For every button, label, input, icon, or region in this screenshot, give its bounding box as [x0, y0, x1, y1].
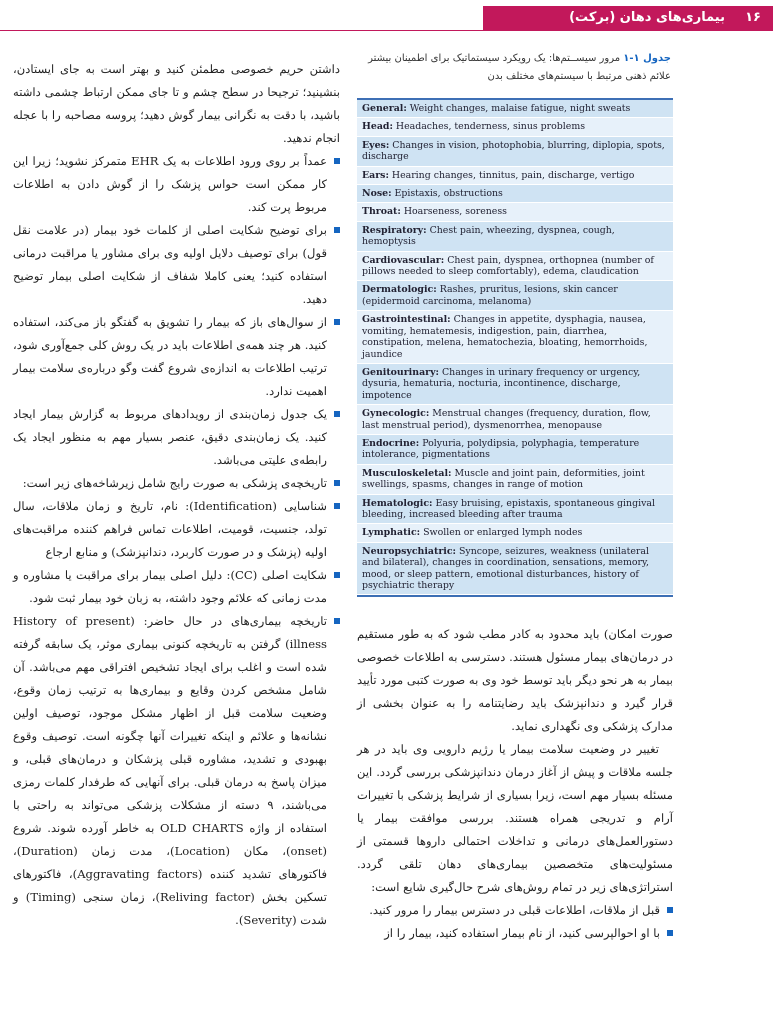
- bullet-text: عمداً بر روی ورود اطلاعات به یک EHR متمرکز نشوید؛ زیرا این کار ممکن است حواس پزشک را از گوش دادن به اطلاعات مربوط پرت کند.: [13, 154, 327, 214]
- system-symptoms: Chest pain, wheezing, dyspnea, cough, hemoptysis: [362, 224, 615, 248]
- bullet-item: [13, 219, 340, 311]
- system-symptoms: Rashes, pruritus, lesions, skin cancer (epidermoid carcinoma, melanoma): [362, 284, 618, 307]
- review-of-systems-table: [357, 98, 673, 597]
- bullet-square-icon: [667, 907, 673, 913]
- system-symptoms: Polyuria, polydipsia, polyphagia, temperature intolerance, pigmentations: [362, 437, 640, 461]
- table-row: [357, 185, 673, 203]
- system-name: Throat:: [362, 206, 401, 218]
- bullet-square-icon: [334, 572, 340, 578]
- bullet-square-icon: [334, 411, 340, 417]
- system-symptoms: Swollen or enlarged lymph nodes: [423, 527, 583, 539]
- table-row: [357, 543, 673, 596]
- system-symptoms: Weight changes, malaise fatigue, night sweats: [409, 103, 631, 114]
- bullet-text: برای توضیح شکایت اصلی از کلمات خود بیمار (در علامت نقل قول) برای توصیف دلایل اولیه وی برای مشاور یا مراقبت درمانی استفاده کنید؛ یعنی کاملا شفاف از شکایت اصلی بیمار توضیح دهید.: [13, 223, 327, 306]
- table-row: [357, 495, 673, 525]
- system-name: Respiratory:: [362, 224, 427, 236]
- bullet-item: [13, 150, 340, 219]
- bullet-item: [13, 472, 340, 495]
- table-row: [357, 405, 673, 435]
- system-name: Musculoskeletal:: [362, 467, 452, 479]
- system-symptoms: Easy bruising, epistaxis, spontaneous gingival bleeding, increased bleeding after trauma: [362, 497, 655, 520]
- system-symptoms: Syncope, seizures, weakness (unilateral and bilateral), changes in coordination, sensations, memory, mood, or sleep pattern, emotional disturbances, history of psychiatric therapy: [362, 545, 650, 591]
- right-column-body: [357, 623, 673, 945]
- bullet-item: [357, 922, 673, 945]
- left-column: [13, 58, 340, 932]
- bullet-square-icon: [334, 503, 340, 509]
- system-name: Cardiovascular:: [362, 254, 445, 266]
- running-title: بیماری‌های دهان (برکت): [569, 10, 725, 25]
- paragraph: داشتن حریم خصوصی مطمئن کنید و بهتر است به جای ایستادن، بنشینید؛ ترجیحا در سطح چشم و تا جای ممکن ارتباط چشمی داشته باشید، با دقت به نگرانی بیمار گوش دهید؛ پروسه مصاحبه را با عجله انجام ندهید.: [13, 62, 340, 145]
- system-name: Gynecologic:: [362, 408, 430, 420]
- bullet-item: [13, 610, 340, 932]
- system-name: Neuropsychiatric:: [362, 545, 456, 557]
- system-symptoms: Muscle and joint pain, deformities, joint swellings, spasms, changes in range of motion: [362, 467, 645, 491]
- right-column: [357, 50, 673, 945]
- bullet-square-icon: [334, 227, 340, 233]
- table-row: [357, 100, 673, 118]
- table-row: [357, 524, 673, 542]
- system-symptoms: Hearing changes, tinnitus, pain, discharge, vertigo: [391, 169, 635, 181]
- bullet-text: از سوال‌های باز که بیمار را تشویق به گفتگو باز می‌کند، استفاده کنید. هر چند همه‌ی اطلاعات باید در یک روش کلی جمع‌آوری شود، ترتیب اطلاعات به اندازه‌ی شروع گفت وگو درباره‌ی سلامت بیمار اهمیت ندارد.: [13, 315, 327, 398]
- system-name: Eyes:: [362, 139, 390, 151]
- table-caption-line2: علائم ذهنی مرتبط با سیستم‌های مختلف بدن: [487, 71, 671, 82]
- bullet-item: [13, 495, 340, 564]
- table-row: [357, 118, 673, 136]
- bullet-text: یک جدول زمان‌بندی از رویدادهای مربوط به گزارش بیمار ایجاد کنید. یک زمان‌بندی دقیق، عنصر بسیار مهم به منظور ایجاد یک رابطه‌ی علیتی می‌باشد.: [13, 407, 327, 467]
- bullet-item: [13, 311, 340, 403]
- table-row: [357, 435, 673, 465]
- table-row: [357, 203, 673, 221]
- system-name: Genitourinary:: [362, 366, 439, 378]
- system-name: General:: [362, 103, 407, 114]
- table-row: [357, 222, 673, 252]
- bullet-item: [357, 899, 673, 922]
- table-row: [357, 281, 673, 311]
- paragraph: صورت امکان) باید محدود به کادر مطب شود که به طور مستقیم در درمان‌های بیمار مسئول هستند. دسترسی به اطلاعات خصوصی بیمار به هر نحو دیگر باید توسط خود وی به صورت کتبی مورد تأیید قرار گیرد و دندانپزشک باید رضایتنامه را به عنوان بخشی از مدارک پزشکی وی نگهداری نماید.: [357, 627, 673, 734]
- table-row: [357, 311, 673, 364]
- system-symptoms: Headaches, tenderness, sinus problems: [395, 121, 586, 133]
- table-row: [357, 364, 673, 405]
- page-number: ۱۶: [745, 10, 761, 25]
- bullet-square-icon: [334, 158, 340, 164]
- bullet-text: با او احوالپرسی کنید، از نام بیمار استفاده کنید، بیمار را از: [384, 926, 660, 941]
- system-symptoms: Changes in urinary frequency or urgency, dysuria, hematuria, nocturia, incontinence, discharge, impotence: [362, 366, 641, 401]
- system-name: Ears:: [362, 169, 389, 181]
- system-name: Lymphatic:: [362, 527, 421, 539]
- paragraph: تغییر در وضعیت سلامت بیمار یا رژیم دارویی وی باید در هر جلسه ملاقات و پیش از آغاز درمان دندانپزشکی بررسی گردد. این مسئله بسیار مهم است، زیرا بسیاری از شرایط پزشکی با تغییرات آرام و تدریجی همراه هستند. بررسی موافقت بیمار یا دستورالعمل‌های درمانی و تداخلات احتمالی داروها قسمتی از مسئولیت‌های متخصصین بیماری‌های دهان تلقی گردد. استراتژی‌های زیر در تمام روش‌های شرح حال‌گیری شایع است:: [357, 742, 673, 895]
- table-caption-line1: مرور سیســتم‌ها: یک رویکرد سیستماتیک برای اطمینان بیشتر: [368, 53, 621, 64]
- bullet-square-icon: [334, 480, 340, 486]
- system-symptoms: Changes in appetite, dysphagia, nausea, vomiting, hematemesis, indigestion, pain, diarrhea, constipation, melena, hematochezia, bloating, hemorrhoids, jaundice: [362, 314, 648, 360]
- system-name: Gastrointestinal:: [362, 314, 451, 326]
- table-row: [357, 465, 673, 495]
- bullet-text: شکایت اصلی (CC): دلیل اصلی بیمار برای مراقبت یا مشاوره و مدت زمانی که علائم وجود داشته، به زبان خود بیمار ثبت شود.: [13, 568, 327, 605]
- system-name: Nose:: [362, 188, 392, 200]
- bullet-text: شناسایی (Identification): نام، تاریخ و زمان ملاقات، سال تولد، جنسیت، قومیت، اطلاعات تماس فراهم کننده مراقبت‌های اولیه (پزشک و در صورت کاربرد، دندانپزشک) و منابع ارجاع: [13, 499, 328, 559]
- system-symptoms: Chest pain, dyspnea, orthopnea (number of pillows needed to sleep comfortably), edema, claudication: [362, 254, 654, 278]
- bullet-text: تاریخچه‌ی پزشکی به صورت رایج شامل زیرشاخه‌های زیر است:: [22, 476, 327, 490]
- system-symptoms: Epistaxis, obstructions: [394, 188, 503, 200]
- bullet-square-icon: [334, 618, 340, 624]
- bullet-square-icon: [334, 319, 340, 325]
- bullet-text: قبل از ملاقات، اطلاعات قبلی در دسترس بیمار را مرور کنید.: [369, 903, 660, 918]
- system-symptoms: Menstrual changes (frequency, duration, flow, last menstrual period), dysmenorrhea, menopause: [362, 408, 651, 431]
- system-name: Head:: [362, 121, 393, 133]
- system-name: Dermatologic:: [362, 284, 437, 296]
- system-symptoms: Changes in vision, photophobia, blurring, diplopia, spots, discharge: [362, 139, 665, 163]
- bullet-text: تاریخچه بیماری‌های در حال حاضر: (History of present illness) گرفتن به تاریخچه کنونی بیماری موثر، یک سابقه گرفته شده است و اغلب برای ایجاد تشخیص افتراقی مهم می‌باشد. آن شامل مشخص کردن وقایع و بیماری‌ها به ترتیب زمان وقوع، وضعیت سلامت قبل از اظهار مشکل موجود، توصیف اولین نشانه‌ها و علائم و اینکه تغییرات آنها چگونه است. توصیف وقوع بهبودی و تشدید، مشاوره قبلی پزشکان و درمان‌های قبلی، و میزان پاسخ به درمان قبلی. برای آنهایی که طرفدار کلمات رمزی می‌باشند، ۹ دسته از مشکلات پزشکی می‌تواند به راحتی با استفاده از واژه OLD CHARTS به خاطر آورده شوند. شروع (onset)، مکان (Location)، مدت زمان (Duration)، فاکتورهای تشدید کننده (Aggravating factors)، فاکتورهای تسکین بخش (Reliving factor)، زمان سنجی (Timing) و شدت (Severity).: [13, 614, 328, 927]
- system-name: Hematologic:: [362, 497, 433, 509]
- table-caption-label: جدول ۱-۱: [623, 53, 671, 64]
- system-symptoms: Hoarseness, soreness: [403, 206, 507, 218]
- bullet-item: [13, 403, 340, 472]
- table-caption: [357, 50, 673, 86]
- system-name: Endocrine:: [362, 437, 420, 449]
- header-rule: [0, 30, 773, 31]
- bullet-square-icon: [667, 930, 673, 936]
- table-row: [357, 137, 673, 167]
- table-row: [357, 252, 673, 282]
- table-row: [357, 167, 673, 185]
- bullet-item: [13, 564, 340, 610]
